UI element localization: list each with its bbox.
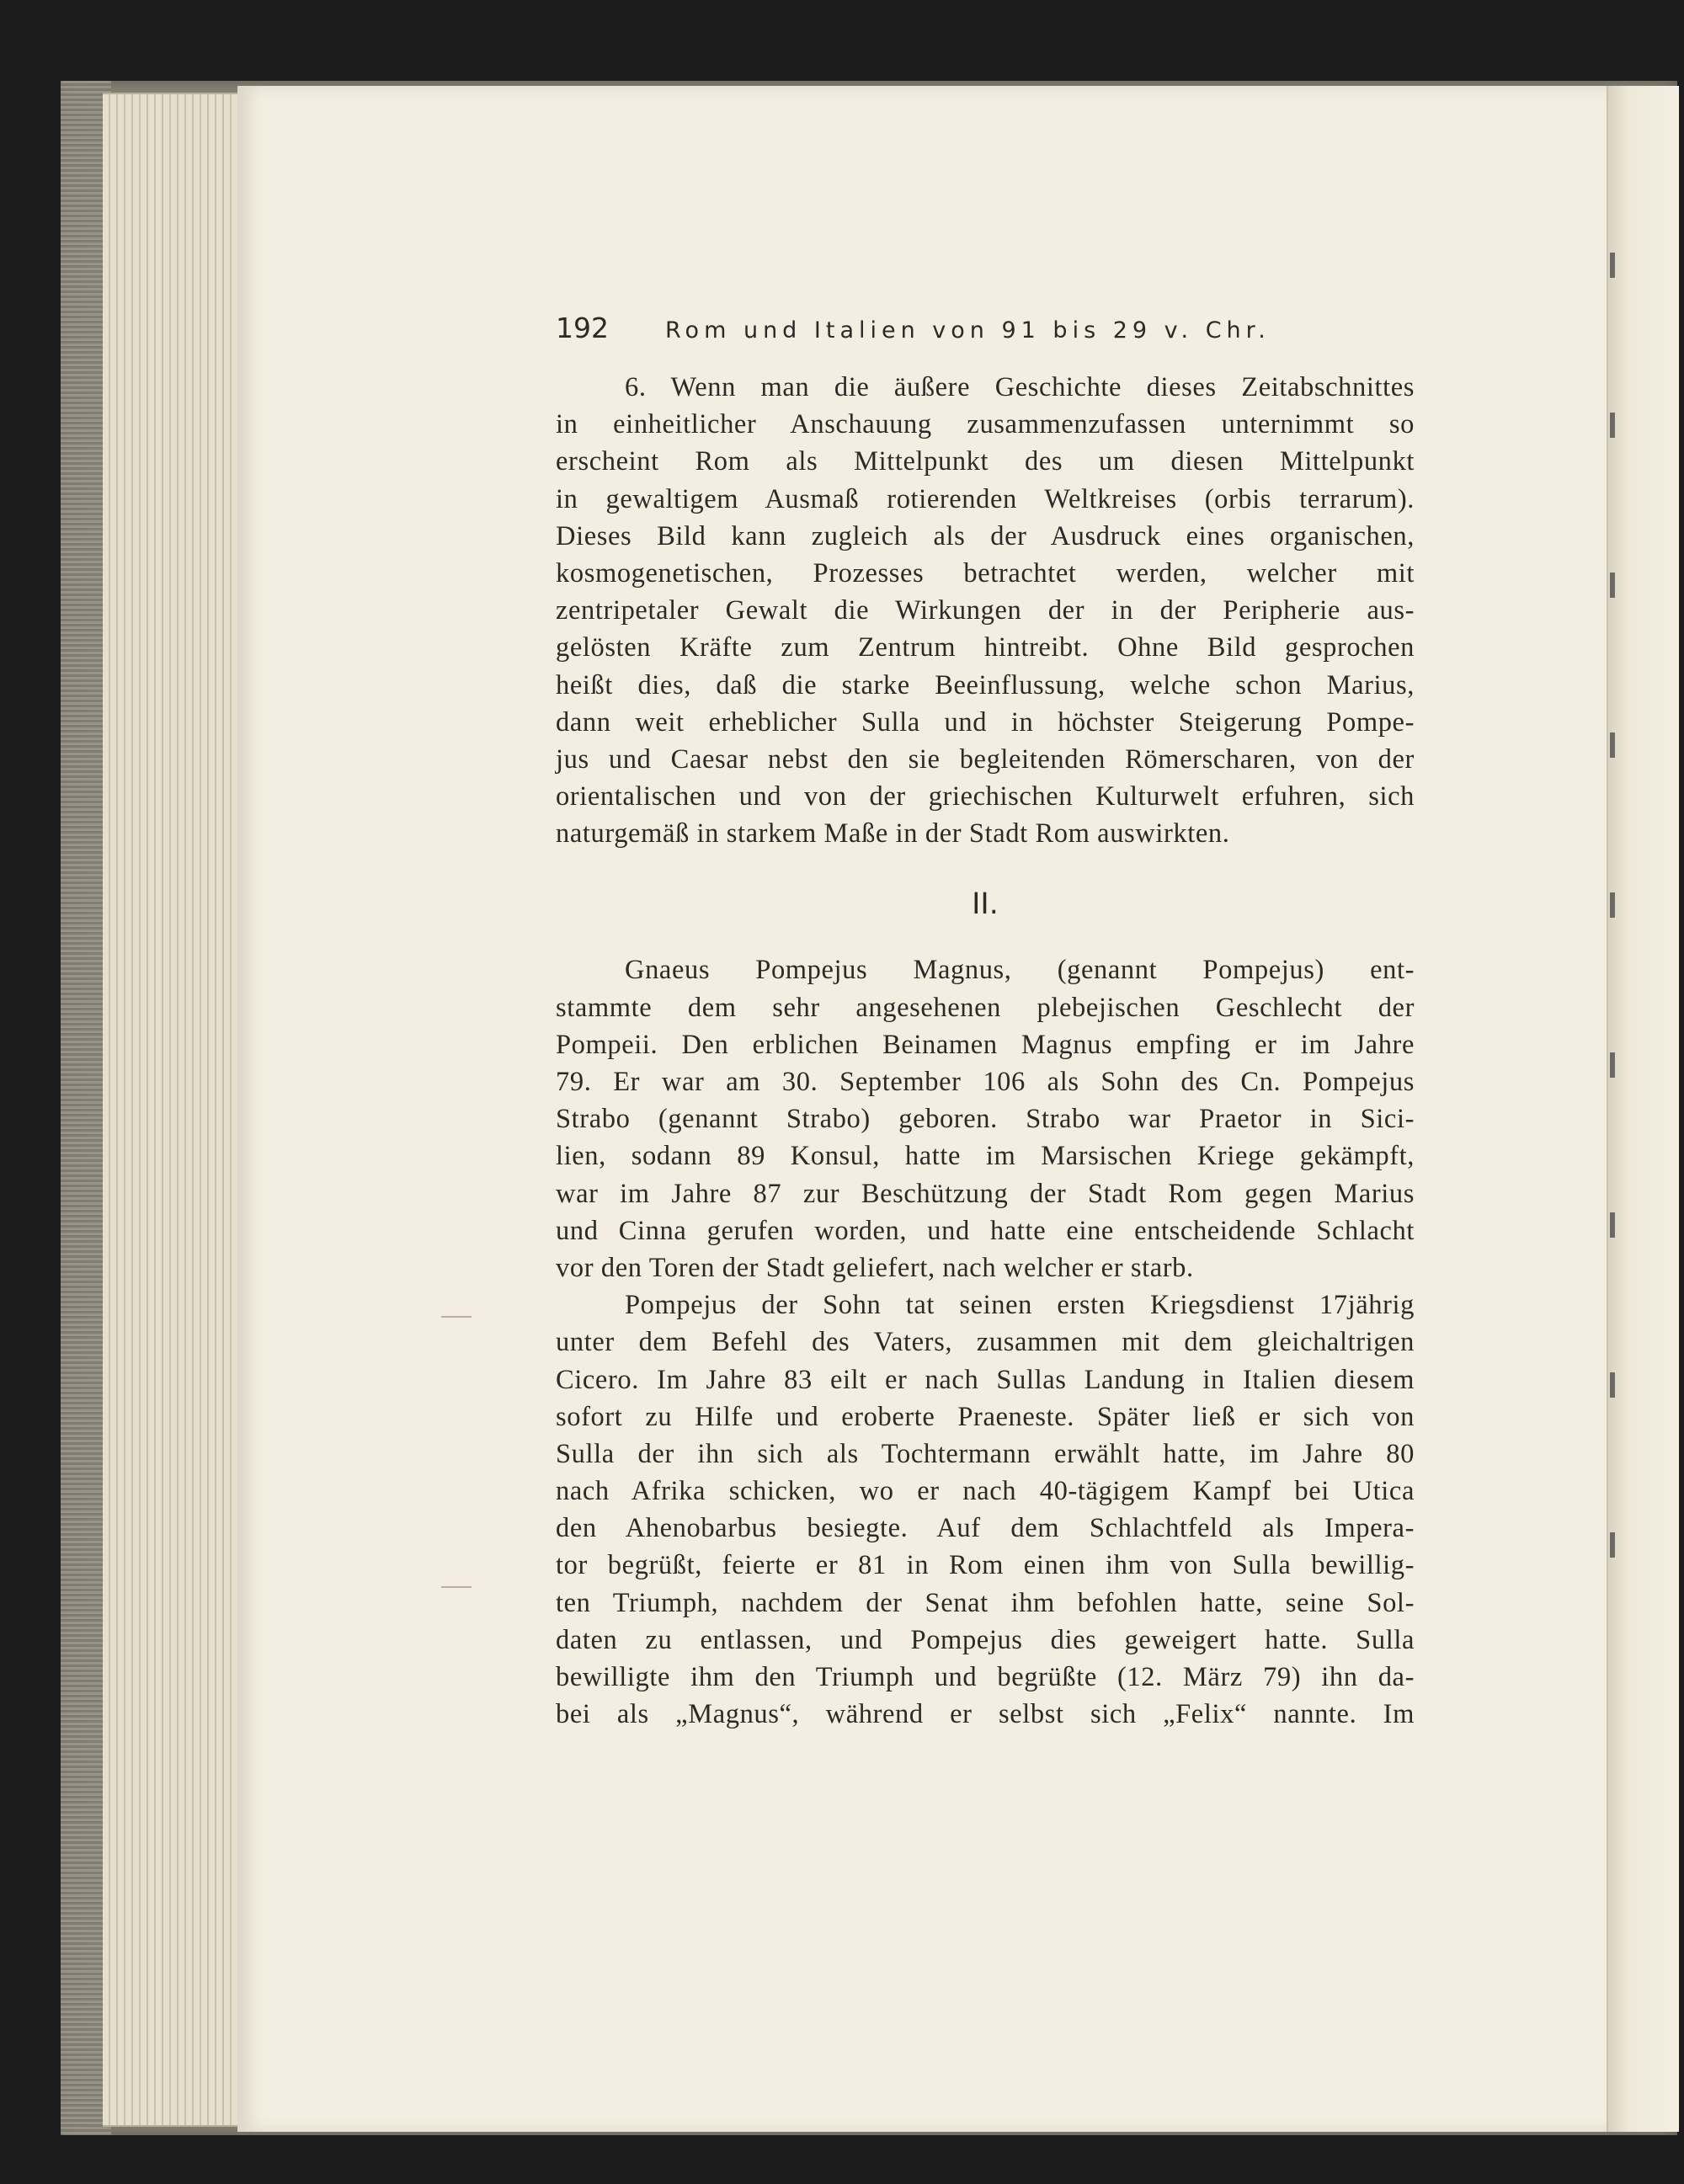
text-line: dann weit erheblicher Sulla und in höchster Steigerung Pompe-: [556, 706, 1415, 738]
text-line: den Ahenobarbus besiegte. Auf dem Schlachtfeld als Impera-: [556, 1513, 1415, 1544]
text-line: orientalischen und von der griechischen Kulturwelt erfuhren, sich: [556, 781, 1415, 812]
text-line: Strabo (genannt Strabo) geboren. Strabo war Praetor in Sici-: [556, 1104, 1415, 1135]
paragraph-section-6: [556, 369, 1415, 852]
facing-page-gutter: [1607, 86, 1679, 2132]
text-line: unter dem Befehl des Vaters, zusammen mit dem gleichaltrigen: [556, 1327, 1415, 1358]
text-line: Pompejus der Sohn tat seinen ersten Kriegsdienst 17jährig: [625, 1290, 1415, 1321]
running-head: [556, 312, 1415, 362]
text-line: daten zu entlassen, und Pompejus dies geweigert hatte. Sulla: [556, 1624, 1415, 1655]
page-text: [556, 312, 1415, 1733]
text-line: bewilligte ihm den Triumph und begrüßte (12. März 79) ihn da-: [556, 1662, 1415, 1692]
text-line: zentripetaler Gewalt die Wirkungen der in der Peripherie aus-: [556, 595, 1415, 626]
text-line: 6. Wenn man die äußere Geschichte dieses Zeitabschnittes: [625, 372, 1415, 402]
text-line: und Cinna gerufen worden, und hatte eine entscheidende Schlacht: [556, 1215, 1415, 1246]
text-line: Dieses Bild kann zugleich als der Ausdruck eines organischen,: [556, 520, 1415, 551]
text-line: war im Jahre 87 zur Beschützung der Stadt Rom gegen Marius: [556, 1178, 1415, 1209]
page-edges: [103, 93, 246, 2127]
text-line: in gewaltigem Ausmaß rotierenden Weltkreises (orbis terrarum).: [556, 483, 1415, 514]
text-line: tor begrüßt, feierte er 81 in Rom einen ihm von Sulla bewillig-: [556, 1550, 1415, 1581]
text-line: bei als „Magnus“, während er selbst sich „Felix“ nannte. Im: [556, 1699, 1415, 1730]
text-line: Sulla der ihn sich als Tochtermann erwählt hatte, im Jahre 80: [556, 1438, 1415, 1469]
text-line: jus und Caesar nebst den sie begleitenden Römerscharen, von der: [556, 743, 1415, 775]
text-line: Cicero. Im Jahre 83 eilt er nach Sullas Landung in Italien diesem: [556, 1364, 1415, 1395]
text-line: sofort zu Hilfe und eroberte Praeneste. Später ließ er sich von: [556, 1401, 1415, 1432]
section-heading: II.: [972, 887, 999, 922]
text-line: heißt dies, daß die starke Beeinflussung, welche schon Marius,: [556, 669, 1415, 700]
gutter-marks: [1610, 118, 1615, 1633]
text-line: lien, sodann 89 Konsul, hatte im Marsischen Kriege gekämpft,: [556, 1141, 1415, 1172]
text-line: nach Afrika schicken, wo er nach 40-tägigem Kampf bei Utica: [556, 1476, 1415, 1507]
margin-mark: [441, 1586, 472, 1588]
text-line: ten Triumph, nachdem der Senat ihm befohlen hatte, seine Sol-: [556, 1587, 1415, 1618]
text-line: gelösten Kräfte zum Zentrum hintreibt. Ohne Bild gesprochen: [556, 632, 1415, 663]
running-title: Rom und Italien von 91 bis 29 v. Chr.: [665, 317, 1271, 344]
paragraph-pompejus-origin: [556, 951, 1415, 1286]
text-line: stammte dem sehr angesehenen plebejischen Geschlecht der: [556, 992, 1415, 1023]
margin-mark: [441, 1316, 472, 1318]
text-line: erscheint Rom als Mittelpunkt des um diesen Mittelpunkt: [556, 446, 1415, 477]
page-number: 192: [556, 312, 609, 344]
text-line: naturgemäß in starkem Maße in der Stadt Rom auswirkten.: [556, 818, 1230, 850]
paragraph-pompejus-career: [556, 1286, 1415, 1733]
text-line: vor den Toren der Stadt geliefert, nach welcher er starb.: [556, 1252, 1194, 1283]
text-line: 79. Er war am 30. September 106 als Sohn des Cn. Pompejus: [556, 1067, 1415, 1097]
text-line: kosmogenetischen, Prozesses betrachtet werden, welcher mit: [556, 557, 1415, 589]
text-line: Gnaeus Pompejus Magnus, (genannt Pompejus) ent-: [625, 955, 1415, 986]
text-line: in einheitlicher Anschauung zusammenzufassen unternimmt so: [556, 409, 1415, 440]
text-line: Pompeii. Den erblichen Beinamen Magnus empfing er im Jahre: [556, 1029, 1415, 1060]
